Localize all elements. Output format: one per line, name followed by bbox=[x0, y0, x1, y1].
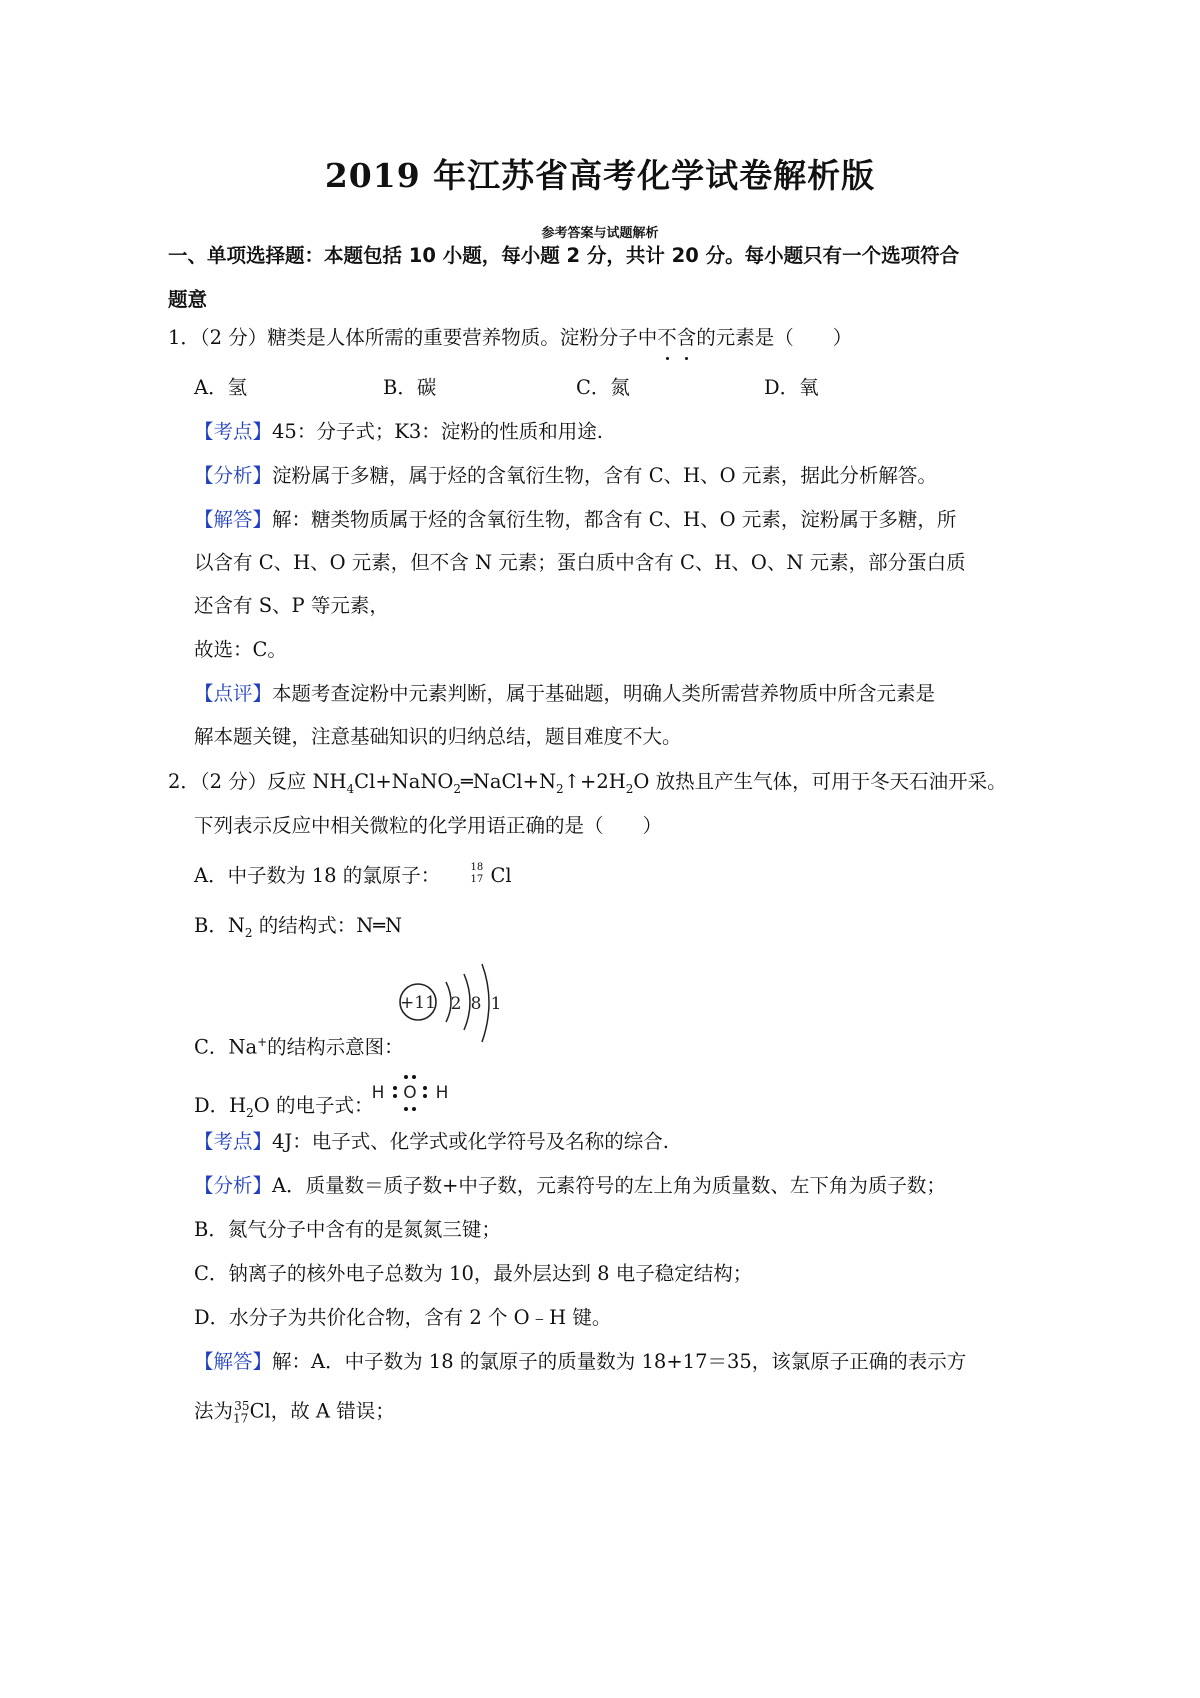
q1-stem bbox=[168, 324, 852, 352]
q1-jieda-line-4: 故选：C。 bbox=[194, 638, 287, 661]
q2-stem-line-2: 下列表示反应中相关微粒的化学用语正确的是（ ） bbox=[194, 814, 663, 837]
q2-option-a bbox=[194, 862, 512, 891]
q1-option-a: A．氢 bbox=[194, 376, 248, 399]
q2-kaodian bbox=[194, 1128, 669, 1156]
q2-stem-part: 2．（2 分）反应 NH bbox=[168, 770, 347, 793]
q1-jieda-line-2: 以含有 C、H、O 元素，但不含 N 元素；蛋白质中含有 C、H、O、N 元素，部分蛋白质 bbox=[194, 551, 966, 574]
shell-electrons-2: 8 bbox=[470, 994, 482, 1014]
q1-stem-text-b: 的元素是（ ） bbox=[696, 326, 853, 349]
q2-jieda-sub: 17 bbox=[233, 1411, 249, 1426]
q2-fenxi-text-1: A．质量数＝质子数+中子数，元素符号的左上角为质量数、左下角为质子数； bbox=[272, 1174, 946, 1197]
q2-jieda-tag: 【解答】 bbox=[194, 1350, 273, 1373]
q2-stem-part: O 放热且产生气体，可用于冬天石油开采。 bbox=[633, 770, 1007, 793]
q2-option-d-sub: 2 bbox=[246, 1105, 254, 1120]
q2-stem-part: ═NaCl+N bbox=[461, 770, 557, 793]
q2-kaodian-text: 4J：电子式、化学式或化学符号及名称的综合. bbox=[272, 1130, 669, 1153]
q2-jieda-text: 法为 bbox=[194, 1399, 234, 1423]
page-title: 2019 年江苏省高考化学试卷解析版 bbox=[324, 156, 876, 195]
q1-fenxi bbox=[194, 462, 937, 490]
q1-dianping-text-1: 本题考查淀粉中元素判断，属于基础题，明确人类所需营养物质中所含元素是 bbox=[272, 682, 936, 705]
q1-kaodian bbox=[194, 418, 603, 446]
q1-emphasis-bu: 不 bbox=[657, 324, 677, 352]
q1-jieda-line-3: 还含有 S、P 等元素， bbox=[194, 594, 389, 617]
nucleus-charge: +11 bbox=[400, 993, 436, 1013]
oxygen-center: O bbox=[403, 1083, 417, 1103]
q2-option-c-sup: + bbox=[257, 1035, 268, 1049]
shell-arc-3 bbox=[482, 964, 489, 1042]
nuclide-notation bbox=[471, 863, 491, 891]
q2-jieda-text: Cl，故 A 错误； bbox=[249, 1399, 395, 1423]
q2-stem-sub: 2 bbox=[625, 781, 634, 796]
q2-jieda-text-1: 解：A．中子数为 18 的氯原子的质量数为 18+17＝35，该氯原子正确的表示方 bbox=[272, 1350, 967, 1373]
q1-dianping-tag: 【点评】 bbox=[194, 682, 273, 705]
q1-kaodian-text: 45：分子式；K3：淀粉的性质和用途. bbox=[272, 420, 604, 443]
q1-jieda-line-1 bbox=[194, 506, 956, 534]
q2-option-a-text: A．中子数为 18 的氯原子： bbox=[194, 864, 441, 887]
section-heading-line-1: 一、单项选择题：本题包括 10 小题，每小题 2 分，共计 20 分。每小题只有一个选项符合 bbox=[168, 244, 960, 267]
q2-stem-sub: 2 bbox=[453, 781, 462, 796]
q1-option-b: B．碳 bbox=[383, 376, 437, 399]
q2-fenxi-line-4: D．水分子为共价化合物，含有 2 个 O﹣H 键。 bbox=[194, 1306, 612, 1329]
q1-option-c: C．氮 bbox=[576, 376, 630, 399]
atomic-number: 17 bbox=[470, 873, 484, 885]
q1-jieda-tag: 【解答】 bbox=[194, 508, 273, 531]
q1-stem-text-a: 1．（2 分）糖类是人体所需的重要营养物质。淀粉分子中 bbox=[168, 326, 658, 349]
q1-kaodian-tag: 【考点】 bbox=[194, 420, 273, 443]
q2-stem-part: ↑+2H bbox=[563, 770, 626, 793]
shell-electrons-1: 2 bbox=[450, 994, 462, 1014]
sodium-ion-structure-diagram bbox=[394, 958, 506, 1048]
q2-kaodian-tag: 【考点】 bbox=[194, 1130, 273, 1153]
q2-jieda-line-1 bbox=[194, 1348, 966, 1376]
q1-option-d: D．氧 bbox=[764, 376, 819, 399]
q2-jieda-line-2 bbox=[194, 1392, 395, 1432]
hydrogen-right: H bbox=[435, 1083, 449, 1103]
q2-stem-part: Cl+NaNO bbox=[354, 770, 454, 793]
q2-option-c-text: C．Na bbox=[194, 1035, 258, 1059]
q1-jieda-text-1: 解：糖类物质属于烃的含氧衍生物，都含有 C、H、O 元素，淀粉属于多糖，所 bbox=[272, 508, 957, 531]
mass-number: 18 bbox=[470, 861, 484, 873]
q1-fenxi-text: 淀粉属于多糖，属于烃的含氧衍生物，含有 C、H、O 元素，据此分析解答。 bbox=[272, 464, 937, 487]
q2-option-d bbox=[194, 1092, 373, 1127]
q2-stem-line-1 bbox=[168, 768, 1007, 803]
q1-dianping-line-1 bbox=[194, 680, 935, 708]
q1-emphasis-han: 含 bbox=[677, 324, 697, 352]
q2-option-b-sub: 2 bbox=[244, 925, 253, 940]
q1-dianping-line-2: 解本题关键，注意基础知识的归纳总结，题目难度不大。 bbox=[194, 725, 682, 748]
q2-fenxi-line-3: C．钠离子的核外电子总数为 10，最外层达到 8 电子稳定结构； bbox=[194, 1262, 753, 1285]
q2-fenxi-line-1 bbox=[194, 1172, 946, 1200]
q2-stem-sub: 4 bbox=[346, 781, 355, 796]
shell-electrons-3: 1 bbox=[490, 994, 502, 1014]
q2-option-b bbox=[194, 912, 402, 947]
q2-fenxi-tag: 【分析】 bbox=[194, 1174, 273, 1197]
page-subtitle: 参考答案与试题解析 bbox=[541, 226, 659, 241]
q2-option-d-text: D．H bbox=[194, 1094, 247, 1117]
q2-stem-sub: 2 bbox=[556, 781, 564, 796]
hydrogen-left: H bbox=[371, 1083, 385, 1103]
section-heading-line-2: 题意 bbox=[168, 288, 208, 311]
q1-fenxi-tag: 【分析】 bbox=[194, 464, 273, 487]
water-electron-dot-formula bbox=[368, 1070, 452, 1114]
q2-option-c bbox=[194, 1028, 404, 1062]
q2-jieda-sup: 35 bbox=[234, 1399, 250, 1413]
q2-option-b-text: 的结构式：N═N bbox=[252, 914, 403, 937]
q2-fenxi-line-2: B．氮气分子中含有的是氮氮三键； bbox=[194, 1218, 501, 1241]
shell-arc-2 bbox=[464, 974, 470, 1030]
q2-option-b-text: B．N bbox=[194, 914, 245, 937]
q2-option-d-text: O 的电子式： bbox=[253, 1094, 374, 1117]
element-symbol: Cl bbox=[490, 864, 512, 887]
q2-option-c-text: 的结构示意图： bbox=[267, 1035, 404, 1059]
